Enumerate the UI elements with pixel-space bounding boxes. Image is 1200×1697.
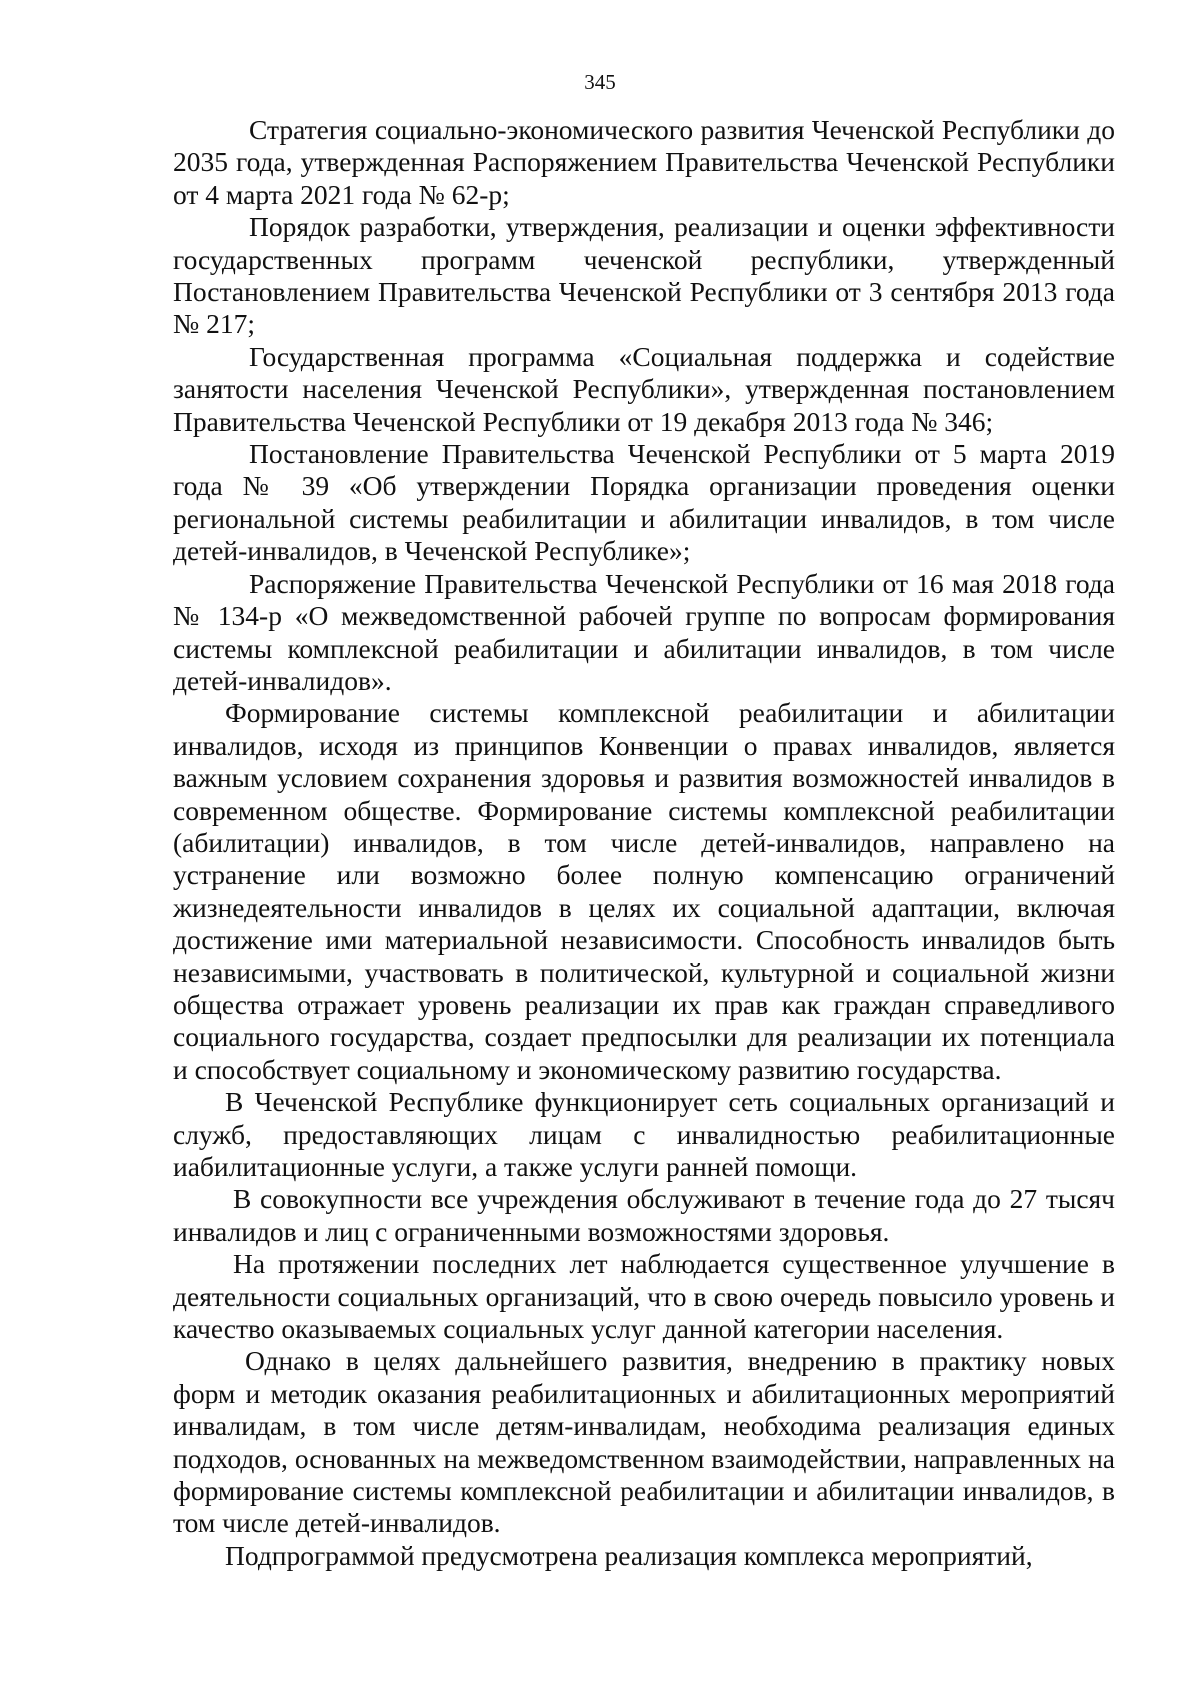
paragraph-improvement: На протяжении последних лет наблюдается существенное улучшение в деятельности социальных организаций, что в свою очередь повысило уровень и качество оказываемых социальных услуг данной категории населения. [173,1248,1115,1345]
page-number: 345 [584,70,616,94]
paragraph-strategy: Стратегия социально-экономического развития Чеченской Республики до 2035 года, утвержденная Распоряжением Правительства Чеченской Республики от 4 марта 2021 года № 62-р; [173,114,1115,210]
paragraph-institutions: В совокупности все учреждения обслуживают в течение года до 27 тысяч инвалидов и лиц с ограниченными возможностями здоровья. [173,1183,1115,1247]
paragraph-rehabilitation-system: Формирование системы комплексной реабилитации и абилитации инвалидов, исходя из принципов Конвенции о правах инвалидов, является важным условием сохранения здоровья и развития возможностей инвалидов в современном обществе. Формирование системы комплексной реабилитации (абилитации) инвалидов, в том числе детей-инвалидов, направлено на устранение или возможно более полную компенсацию ограничений жизнедеятельности инвалидов в целях их социальной адаптации, включая достижение ими материальной независимости. Способность инвалидов быть независимыми, участвовать в политической, культурной и социальной жизни общества отражает уровень реализации их прав как граждан справедливого социального государства, создает предпосылки для реализации их потенциала и способствует социальному и экономическому развитию государства. [173,697,1115,1085]
paragraph-program-procedure: Порядок разработки, утверждения, реализации и оценки эффективности государственных программ чеченской республики, утвержденный Постановлением Правительства Чеченской Республики от 3 сентября 2013 года № 217; [173,211,1115,340]
paragraph-order-134: Распоряжение Правительства Чеченской Республики от 16 мая 2018 года № 134-р «О межведомственной рабочей группе по вопросам формирования системы комплексной реабилитации и абилитации инвалидов, в том числе детей-инвалидов». [173,567,1115,696]
paragraph-resolution-39: Постановление Правительства Чеченской Республики от 5 марта 2019 года № 39 «Об утверждении Порядка организации проведения оценки региональной системы реабилитации и абилитации инвалидов, в том числе детей-инвалидов, в Чеченской Республике»; [173,438,1115,567]
document-body [173,114,1115,1572]
paragraph-further-development: Однако в целях дальнейшего развития, внедрению в практику новых форм и методик оказания реабилитационных и абилитационных мероприятий инвалидам, в том числе детям-инвалидам, необходима реализация единых подходов, основанных на межведомственном взаимодействии, направленных на формирование системы комплексной реабилитации и абилитации инвалидов, в том числе детей-инвалидов. [173,1345,1115,1539]
paragraph-social-network: В Чеченской Республике функционирует сеть социальных организаций и служб, предоставляющих лицам с инвалидностью реабилитационные иабилитационные услуги, а также услуги ранней помощи. [173,1086,1115,1182]
paragraph-subprogram: Подпрограммой предусмотрена реализация комплекса мероприятий, [225,1539,1033,1571]
paragraph-state-program: Государственная программа «Социальная поддержка и содействие занятости населения Чеченской Республики», утвержденная постановлением Правительства Чеченской Республики от 19 декабря 2013 года № 346; [173,340,1115,437]
